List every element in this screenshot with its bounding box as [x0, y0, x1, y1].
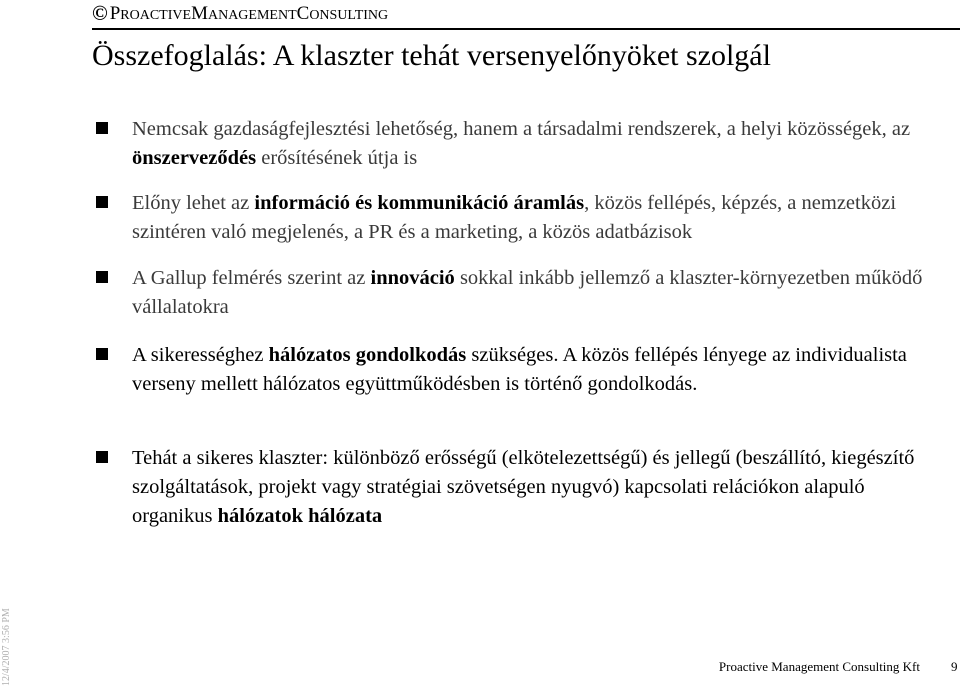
text-segment: A Gallup felmérés szerint az	[132, 267, 371, 289]
bullet-text	[132, 444, 932, 531]
square-bullet-icon	[96, 451, 108, 463]
text-segment: Nemcsak gazdaságfejlesztési lehetőség, hanem a társadalmi rendszerek, a helyi közösségek, az	[132, 118, 911, 140]
date-stamp: 12/4/2007 3:56 PM	[1, 608, 12, 686]
brand-word-1: PROACTIVE	[109, 2, 192, 24]
bold-phrase: innováció	[370, 267, 455, 289]
bold-phrase: hálózatok hálózata	[217, 505, 383, 527]
brand-word-2: MANAGEMENT	[191, 2, 297, 24]
text-segment: A sikerességhez	[132, 344, 269, 366]
bullet-text	[132, 264, 932, 322]
footer-company: Proactive Management Consulting Kft	[718, 659, 920, 674]
text-segment: Tehát a sikeres klaszter: különböző erősségű (elkötelezettségű) és jellegű (beszállító, kiegészítő szolgáltatások, projekt vagy stratégiai szövetségen nyugvó) kapcsolati relációkon alapuló organikus	[132, 447, 915, 527]
text-segment: erősítésének útja is	[256, 147, 418, 169]
bold-phrase: információ és kommunikáció áramlás	[254, 192, 585, 214]
text-segment: , közös fellépés, képzés, a nemzetközi szintéren való megjelenés, a PR és a marketing, a közös adatbázisok	[132, 192, 897, 243]
page-number: 9	[951, 659, 958, 674]
bullet-text	[132, 115, 932, 173]
slide-title: Összefoglalás: A klaszter tehát versenyelőnyöket szolgál	[92, 39, 771, 72]
brand-word-3: CONSULTING	[296, 2, 389, 24]
text-segment: Előny lehet az	[132, 192, 255, 214]
square-bullet-icon	[96, 271, 108, 283]
brand-header	[92, 0, 388, 27]
square-bullet-icon	[96, 196, 108, 208]
text-segment: sokkal inkább jellemző a klaszter-környezetben működő vállalatokra	[132, 267, 923, 318]
text-segment: szükséges. A közös fellépés lényege az individualista verseny mellett hálózatos együttműködésben is történő gondolkodás.	[132, 344, 907, 395]
bold-phrase: önszerveződés	[132, 147, 257, 169]
bold-phrase: hálózatos gondolkodás	[268, 344, 467, 366]
copyright-symbol: ©	[92, 1, 108, 25]
square-bullet-icon	[96, 122, 108, 134]
square-bullet-icon	[96, 348, 108, 360]
header-divider	[92, 28, 960, 30]
bullet-text	[132, 341, 932, 399]
bullet-text	[132, 189, 932, 247]
